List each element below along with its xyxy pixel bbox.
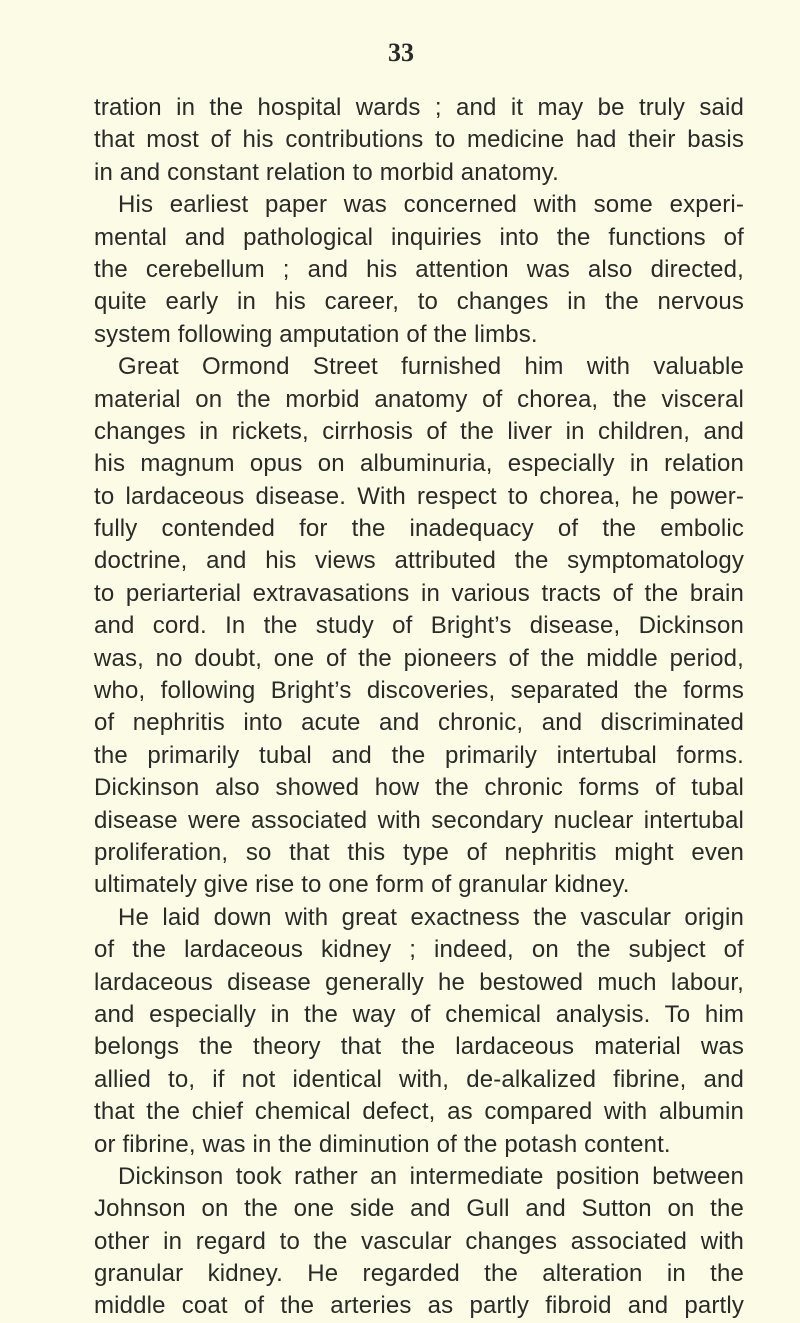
text-line: in and constant relation to morbid anatomy. [94,158,559,186]
text-line: Johnson on the one side and Gull and Sutton on the [94,1195,744,1223]
text-line: ultimately give rise to one form of granular kidney. [94,871,630,899]
text-line: other in regard to the vascular changes associated with [94,1227,744,1255]
text-line: granular kidney. He regarded the alteration in the [94,1260,744,1288]
text-line: proliferation, so that this type of nephritis might even [94,838,744,866]
text-line: and especially in the way of chemical analysis. To him [94,1000,744,1028]
text-line: middle coat of the arteries as partly fibroid and partly [94,1292,744,1320]
text-line: He laid down with great exactness the vascular origin [118,903,744,931]
text-line: and cord. In the study of Bright’s disease, Dickinson [94,612,744,640]
text-line: tration in the hospital wards ; and it may be truly said [94,94,744,121]
text-line: Dickinson took rather an intermediate position between [118,1162,744,1190]
text-line: his magnum opus on albuminuria, especially in relation [94,450,744,478]
text-line: or fibrine, was in the diminution of the potash content. [94,1130,671,1158]
text-line: allied to, if not identical with, de-alkalized fibrine, and [94,1065,744,1093]
text-line: to lardaceous disease. With respect to chorea, he power- [94,482,744,510]
page-number: 33 [388,38,414,67]
text-line: belongs the theory that the lardaceous material was [94,1033,744,1061]
text-line: of the lardaceous kidney ; indeed, on the subject of [94,936,744,964]
body-text [94,92,744,1323]
text-line: system following amputation of the limbs. [94,320,538,348]
text-line: that the chief chemical defect, as compared with albumin [94,1098,744,1126]
text-line: His earliest paper was concerned with some experi- [118,191,744,219]
text-line: disease were associated with secondary nuclear intertubal [94,806,744,834]
text-line: mental and pathological inquiries into the functions of [94,223,744,251]
text-line: that most of his contributions to medicine had their basis [94,126,744,154]
text-line: the primarily tubal and the primarily intertubal forms. [94,741,744,769]
text-line: material on the morbid anatomy of chorea, the visceral [94,385,744,413]
text-line: was, no doubt, one of the pioneers of the middle period, [94,644,744,672]
text-line: changes in rickets, cirrhosis of the liver in children, and [94,417,744,445]
text-line: doctrine, and his views attributed the symptomatology [94,547,744,575]
text-line: Great Ormond Street furnished him with valuable [118,353,744,381]
text-line: fully contended for the inadequacy of the embolic [94,515,744,543]
text-line: Dickinson also showed how the chronic forms of tubal [94,774,744,802]
text-line: who, following Bright’s discoveries, separated the forms [94,677,744,705]
text-line: of nephritis into acute and chronic, and discriminated [94,709,744,737]
text-line: lardaceous disease generally he bestowed much labour, [94,968,744,996]
text-line: quite early in his career, to changes in the nervous [94,288,744,316]
text-line: the cerebellum ; and his attention was also directed, [94,255,744,283]
text-line: to periarterial extravasations in various tracts of the brain [94,579,744,607]
